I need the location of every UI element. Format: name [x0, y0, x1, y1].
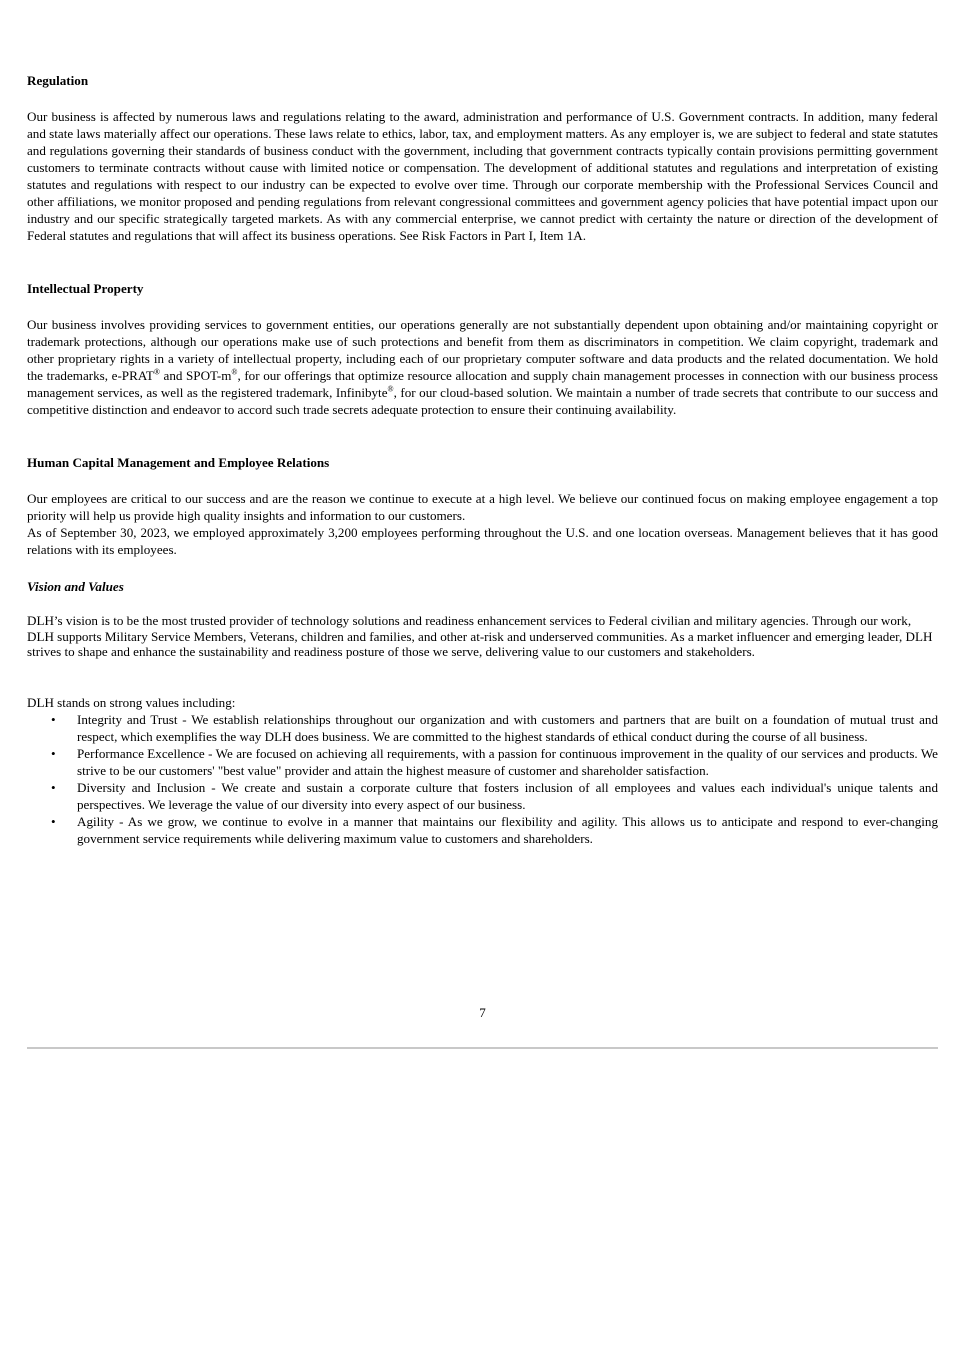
values-intro: DLH stands on strong values including:: [27, 695, 236, 710]
list-item: • Integrity and Trust - We establish relationships throughout our organization and with customers and partners that are built on a foundation of mutual trust and respect, which exemplifies the way DLH does business. We are committed to the highest standards of ethical conduct during the course of all business.: [51, 712, 938, 744]
human-capital-paragraph-1: Our employees are critical to our success and are the reason we continue to execute at a high level. We believe our continued focus on making employee engagement a top priority will help us provide high quality insights and information to our customers.: [27, 491, 938, 523]
vision-paragraph: DLH’s vision is to be the most trusted provider of technology solutions and readiness enhancement services to Federal civilian and military agencies. Through our work, DLH supports Military Service Members, Veterans, children and families, and other at-risk and underserved communities. As a market influencer and emerging leader, DLH strives to shape and enhance the sustainability and readiness posture of those we serve, delivering value to our customers and stakeholders.: [27, 613, 933, 659]
list-item: • Agility - As we grow, we continue to evolve in a manner that maintains our flexibility and agility. This allows us to anticipate and respond to ever-changing government service requirements while delivering maximum value to customers and shareholders.: [51, 814, 938, 846]
regulation-paragraph: Our business is affected by numerous laws and regulations relating to the award, administration and performance of U.S. Government contracts. In addition, many federal and state laws materially affect our operations. These laws relate to ethics, labor, tax, and employment matters. As any employer is, we are subject to federal and state statutes and regulations governing their standards of business conduct with the government, including that government contracts typically contain provisions permitting government customers to terminate contracts without cause with limited notice or compensation. The development of additional statutes and regulations and interpretation of existing statutes and regulations with respect to our industry can be expected to evolve over time. Through our corporate membership with the Professional Services Council and other affiliations, we monitor proposed and pending regulations from relevant congressional committees and government agency policies that have potential impact upon our industry and our specific strategically targeted markets. As with any commercial enterprise, we cannot predict with certainty the nature or direction of the development of Federal statutes and regulations that will affect its business operations. See Risk Factors in Part I, Item 1A.: [27, 109, 938, 243]
bullet-icon: •: [51, 712, 56, 727]
bullet-icon: •: [51, 780, 56, 795]
values-list: [27, 711, 938, 847]
registered-mark: ®: [231, 367, 238, 377]
list-item: • Performance Excellence - We are focused on achieving all requirements, with a passion for continuous improvement in the quality of our services and products. We strive to be our customers' "best value" provider and attain the highest measure of customer and shareholder satisfaction.: [51, 746, 938, 778]
bullet-icon: •: [51, 746, 56, 761]
registered-mark: ®: [153, 367, 160, 377]
regulation-heading: Regulation: [27, 73, 89, 88]
bullet-icon: •: [51, 814, 56, 829]
list-item: • Diversity and Inclusion - We create and sustain a corporate culture that fosters inclusion of all employees and values each individual's unique talents and perspectives. We leverage the value of our diversity into every aspect of our business.: [51, 780, 938, 812]
human-capital-heading: Human Capital Management and Employee Relations: [27, 455, 330, 470]
intellectual-property-heading: Intellectual Property: [27, 281, 144, 296]
vision-values-heading: Vision and Values: [27, 579, 124, 594]
registered-mark: ®: [387, 384, 394, 394]
intellectual-property-paragraph: Our business involves providing services to government entities, our operations generally are not substantially dependent upon obtaining and/or maintaining copyright or trademark protections, although our operations make use of such protections and benefit from them as discriminators in competition. We claim copyright, trademark and other proprietary rights in a variety of intellectual property, including each of our proprietary computer software and data products and the related documentation. We hold the trademarks, e-PRAT® and SPOT-m®, for our offerings that optimize resource allocation and supply chain management processes in connection with our business process management services, as well as the registered trademark, Infinibyte®, for our cloud-based solution. We maintain a number of trade secrets that contribute to our success and competitive distinction and endeavor to accord such trade secrets adequate protection to ensure their continuing availability.: [27, 317, 938, 417]
page-number: 7: [479, 1005, 486, 1020]
human-capital-paragraph-2: As of September 30, 2023, we employed approximately 3,200 employees performing throughout the U.S. and one location overseas. Management believes that it has good relations with its employees.: [27, 525, 938, 557]
page-divider: [27, 1047, 938, 1049]
